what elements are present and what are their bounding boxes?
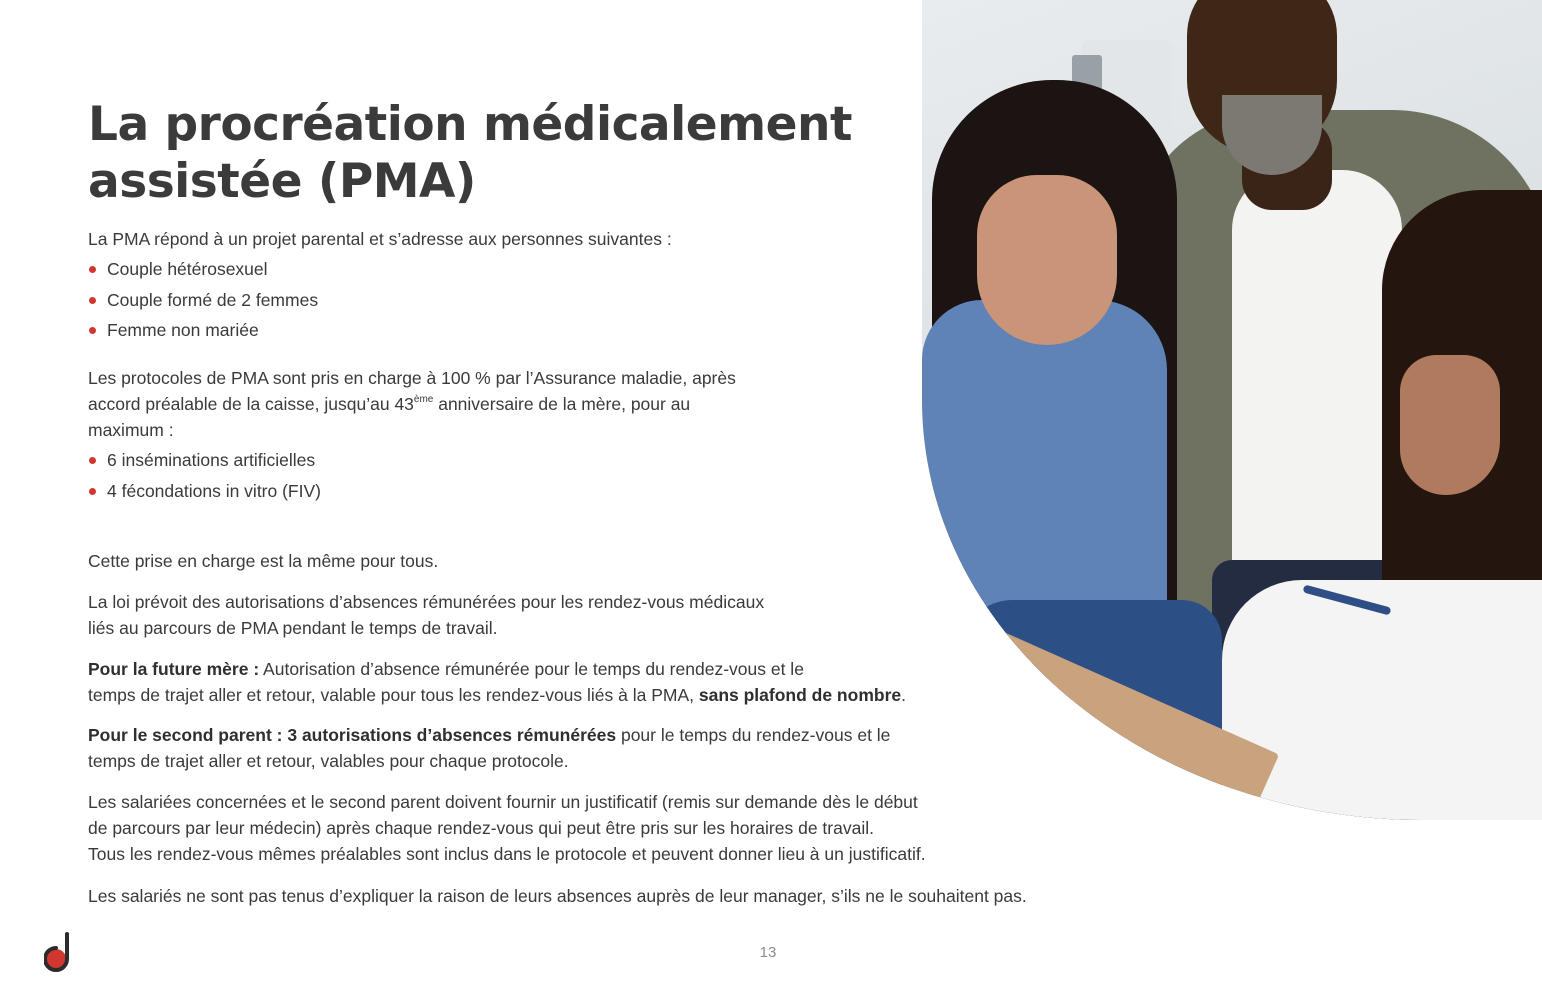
second-parent-text: pour le temps du rendez-vous et le — [616, 725, 891, 745]
second-parent-label: Pour le second parent : 3 autorisations d’absences rémunérées — [88, 725, 617, 745]
second-parent-paragraph — [88, 722, 890, 774]
protocols-line: accord préalable de la caisse, jusqu’au 43 — [88, 394, 414, 414]
second-parent-text: temps de trajet aller et retour, valables pour chaque protocole. — [88, 751, 569, 771]
list-item: Couple hétérosexuel — [88, 254, 318, 285]
law-line: liés au parcours de PMA pendant le temps de travail. — [88, 618, 498, 638]
brand-logo-icon — [44, 932, 74, 972]
list-item: Femme non mariée — [88, 315, 318, 346]
protocols-paragraph — [88, 365, 736, 443]
superscript: ème — [413, 394, 434, 405]
protocols-line: Les protocoles de PMA sont pris en charge à 100 % par l’Assurance maladie, après — [88, 368, 736, 388]
photo-shape — [922, 300, 1167, 640]
period: . — [901, 685, 906, 705]
future-mother-label: Pour la future mère : — [88, 659, 260, 679]
law-line: La loi prévoit des autorisations d’absences rémunérées pour les rendez-vous médicaux — [88, 592, 765, 612]
justification-paragraph — [88, 789, 926, 867]
justification-line: de parcours par leur médecin) après chaque rendez-vous qui peut être pris sur les horaires de travail. — [88, 818, 874, 838]
protocols-line: maximum : — [88, 420, 174, 440]
law-paragraph — [88, 589, 764, 641]
list-item: 4 fécondations in vitro (FIV) — [88, 476, 321, 507]
no-explanation-text: Les salariés ne sont pas tenus d’expliquer la raison de leurs absences auprès de leur manager, s’ils ne le souhaitent pas. — [88, 886, 1027, 906]
list-item: Couple formé de 2 femmes — [88, 285, 318, 316]
intro-bullet-list — [88, 254, 318, 346]
justification-line: Les salariées concernées et le second parent doivent fournir un justificatif (remis sur demande dès le début — [88, 792, 918, 812]
protocol-bullet-list — [88, 445, 321, 506]
justification-line: Tous les rendez-vous mêmes préalables sont inclus dans le protocole et peuvent donner lieu à un justificatif. — [88, 844, 926, 864]
future-mother-text: Autorisation d’absence rémunérée pour le temps du rendez-vous et le — [259, 659, 804, 679]
consultation-photo — [922, 0, 1542, 820]
intro-text: La PMA répond à un projet parental et s’adresse aux personnes suivantes : — [88, 229, 672, 249]
photo-shape — [977, 175, 1117, 345]
page-title: La procréation médicalement assistée (PMA) — [88, 97, 852, 209]
protocols-line: anniversaire de la mère, pour au — [433, 394, 691, 414]
page-number: 13 — [759, 944, 777, 961]
same-for-all-text: Cette prise en charge est la même pour tous. — [88, 551, 439, 571]
photo-shape — [1222, 580, 1542, 820]
list-item: 6 inséminations artificielles — [88, 445, 321, 476]
future-mother-paragraph — [88, 656, 906, 708]
future-mother-text: temps de trajet aller et retour, valable pour tous les rendez-vous liés à la PMA, — [88, 685, 699, 705]
no-limit-emphasis: sans plafond de nombre — [698, 685, 902, 705]
photo-shape — [1400, 355, 1500, 495]
